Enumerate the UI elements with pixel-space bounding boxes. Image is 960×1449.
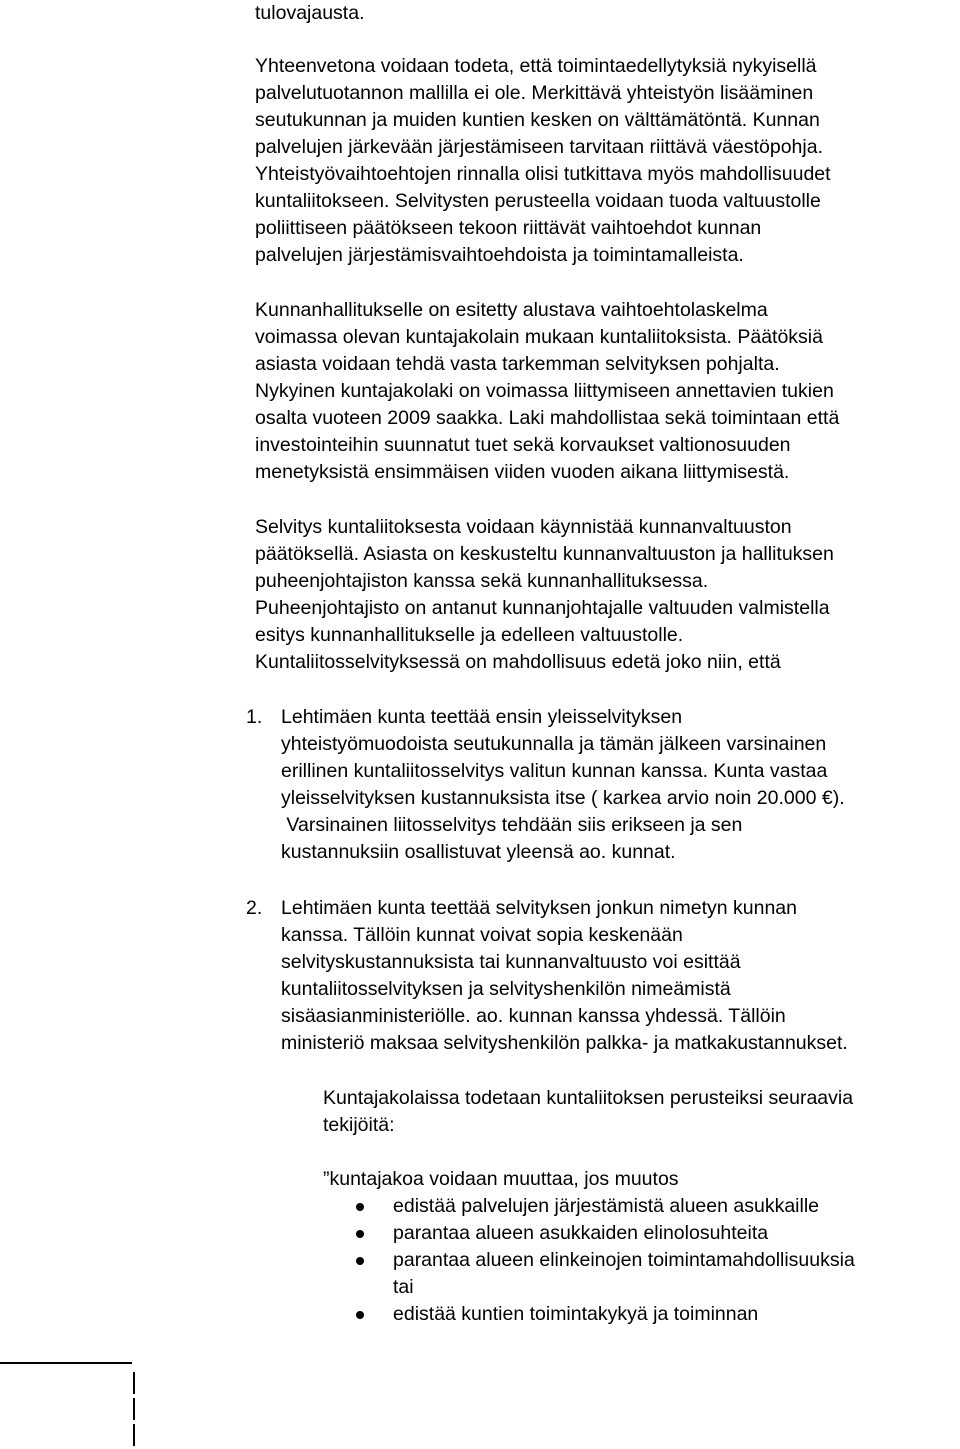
text-line: palvelujen järkevään järjestämiseen tarvitaan riittävä väestöpohja. (255, 136, 823, 158)
text-line: erillinen kuntaliitosselvitys valitun kunnan kanssa. Kunta vastaa (281, 760, 828, 782)
paragraph-law-criteria (323, 1085, 960, 1139)
text-line: edistää palvelujen järjestämistä alueen asukkaille (393, 1195, 820, 1217)
text-line: tekijöitä: (323, 1114, 395, 1136)
text-line: asiasta voidaan tehdä vasta tarkemman selvityksen pohjalta. (255, 353, 780, 375)
list-number: 1. (246, 706, 263, 728)
text-line: ”kuntajakoa voidaan muuttaa, jos muutos (323, 1168, 679, 1190)
bullet-icon (356, 1203, 364, 1211)
paragraph-continuation (255, 0, 955, 27)
text-line: päätöksellä. Asiasta on keskusteltu kunnanvaltuuston ja hallituksen (255, 543, 834, 565)
text-line: yhteistyömuodoista seutukunnalla ja tämän jälkeen varsinainen (281, 733, 827, 755)
text-line: poliittiseen päätökseen tekoon riittävät vaihtoehdot kunnan (255, 217, 762, 239)
numbered-item-1 (246, 704, 960, 866)
paragraph-investigation (255, 514, 955, 676)
text-line: kustannuksiin osallistuvat yleensä ao. kunnat. (281, 841, 676, 863)
list-row (246, 812, 960, 839)
text-line: tai (393, 1276, 414, 1298)
text-line: investointeihin suunnatut tuet sekä korvaukset valtionosuuden (255, 434, 791, 456)
bullet-item (356, 1301, 960, 1328)
text-line: seutukunnan ja muiden kuntien kesken on välttämätöntä. Kunnan (255, 109, 820, 131)
text-line: kuntaliitosselvityksen ja selvityshenkilön nimeämistä (281, 978, 731, 1000)
quote-intro (323, 1166, 960, 1193)
list-row (246, 731, 960, 758)
bullet-item-continuation (356, 1274, 960, 1301)
bullet-item (356, 1247, 960, 1274)
margin-bar (133, 1398, 135, 1420)
bullet-icon (356, 1257, 364, 1265)
text-line: Yhteistyövaihtoehtojen rinnalla olisi tutkittava myös mahdollisuudet (255, 163, 831, 185)
text-line: selvityskustannuksista tai kunnanvaltuusto voi esittää (281, 951, 741, 973)
paragraph-calculation (255, 297, 955, 486)
text-line: ministeriö maksaa selvityshenkilön palkka- ja matkakustannukset. (281, 1032, 848, 1054)
list-row (246, 785, 960, 812)
text-line: kuntaliitokseen. Selvitysten perusteella voidaan tuoda valtuustolle (255, 190, 821, 212)
margin-bar (133, 1424, 135, 1446)
text-line: palvelutuotannon mallilla ei ole. Merkittävä yhteistyön lisääminen (255, 82, 814, 104)
text-line: Nykyinen kuntajakolaki on voimassa liittymiseen annettavien tukien (255, 380, 834, 402)
text-line: Kunnanhallitukselle on esitetty alustava vaihtoehtolaskelma (255, 299, 768, 321)
list-row (246, 949, 960, 976)
list-row (246, 758, 960, 785)
list-number: 2. (246, 897, 263, 919)
paragraph-summary (255, 53, 955, 269)
text-line: Kuntajakolaissa todetaan kuntaliitoksen perusteiksi seuraavia (323, 1087, 854, 1109)
bullet-list (356, 1193, 960, 1328)
text-line: voimassa olevan kuntajakolain mukaan kuntaliitoksista. Päätöksiä (255, 326, 823, 348)
margin-bar (133, 1372, 135, 1394)
text-line: Kuntaliitosselvityksessä on mahdollisuus edetä joko niin, että (255, 651, 781, 673)
list-row (246, 895, 960, 922)
text-line: parantaa alueen asukkaiden elinolosuhteita (393, 1222, 769, 1244)
text-line: menetyksistä ensimmäisen viiden vuoden aikana liittymisestä. (255, 461, 790, 483)
bullet-item (356, 1220, 960, 1247)
text-line: Lehtimäen kunta teettää selvityksen jonkun nimetyn kunnan (281, 897, 797, 919)
list-row (246, 922, 960, 949)
text-line: Yhteenvetona voidaan todeta, että toimintaedellytyksiä nykyisellä (255, 55, 817, 77)
list-row (246, 976, 960, 1003)
bullet-icon (356, 1311, 364, 1319)
text-line: Selvitys kuntaliitoksesta voidaan käynnistää kunnanvaltuuston (255, 516, 792, 538)
list-row (246, 839, 960, 866)
numbered-item-2 (246, 895, 960, 1057)
text-line: edistää kuntien toimintakykyä ja toiminnan (393, 1303, 759, 1325)
text-line: osalta vuoteen 2009 saakka. Laki mahdollistaa sekä toimintaan että (255, 407, 840, 429)
text-line: Puheenjohtajisto on antanut kunnanjohtajalle valtuuden valmistella (255, 597, 830, 619)
text-line: puheenjohtajiston kanssa sekä kunnanhallituksessa. (255, 570, 709, 592)
text-line: esitys kunnanhallitukselle ja edelleen valtuustolle. (255, 624, 684, 646)
text-line: palvelujen järjestämisvaihtoehdoista ja toimintamalleista. (255, 244, 744, 266)
text-line: Lehtimäen kunta teettää ensin yleisselvityksen (281, 706, 683, 728)
list-row (246, 1030, 960, 1057)
text-line: kanssa. Tällöin kunnat voivat sopia keskenään (281, 924, 683, 946)
text-line: parantaa alueen elinkeinojen toimintamahdollisuuksia (393, 1249, 855, 1271)
text-line: tulovajausta. (255, 2, 365, 24)
bullet-icon (356, 1230, 364, 1238)
text-line: yleisselvityksen kustannuksista itse ( karkea arvio noin 20.000 €). (281, 787, 845, 809)
list-row (246, 1003, 960, 1030)
bullet-item (356, 1193, 960, 1220)
list-row (246, 704, 960, 731)
footnote-separator (0, 1362, 132, 1364)
text-line: sisäasianministeriölle. ao. kunnan kanssa yhdessä. Tällöin (281, 1005, 786, 1027)
text-line: Varsinainen liitosselvitys tehdään siis erikseen ja sen (281, 814, 743, 836)
